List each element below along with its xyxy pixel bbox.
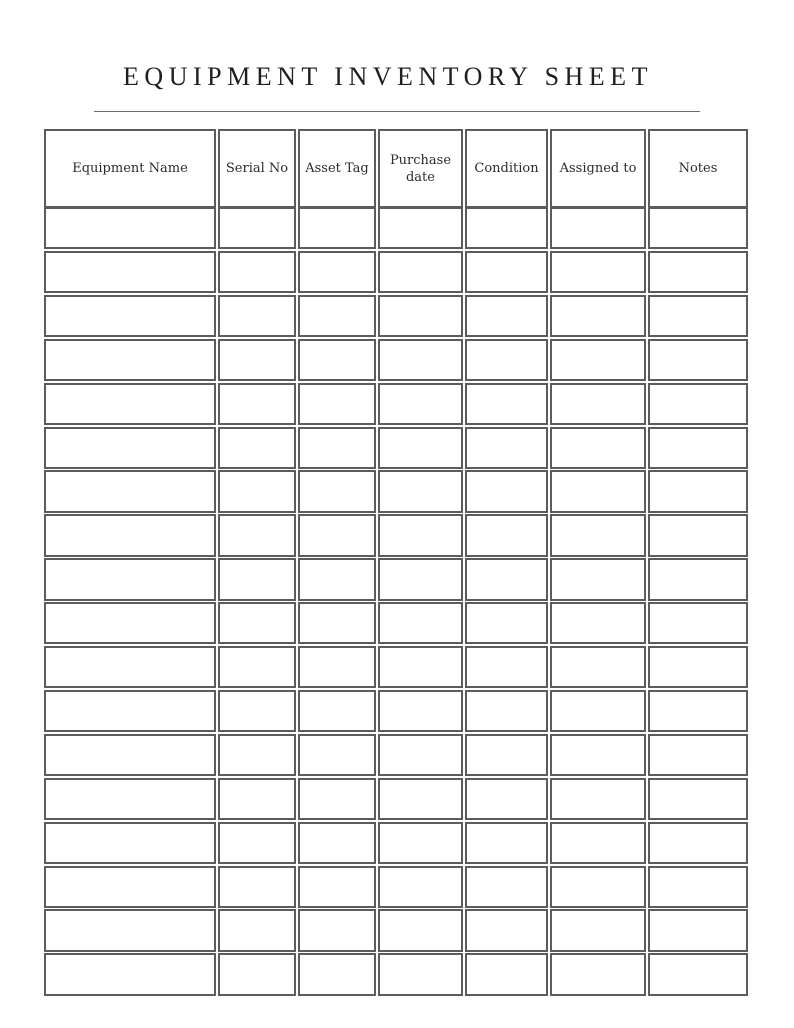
table-cell-equipment-name[interactable] <box>44 207 216 249</box>
table-cell-serial-no[interactable] <box>218 558 296 600</box>
table-cell-equipment-name[interactable] <box>44 470 216 512</box>
table-cell-equipment-name[interactable] <box>44 866 216 908</box>
table-cell-purchase-date[interactable] <box>378 690 463 732</box>
table-cell-notes[interactable] <box>648 734 748 776</box>
table-cell-serial-no[interactable] <box>218 295 296 337</box>
table-cell-notes[interactable] <box>648 866 748 908</box>
table-cell-notes[interactable] <box>648 251 748 293</box>
table-cell-notes[interactable] <box>648 207 748 249</box>
table-cell-notes[interactable] <box>648 778 748 820</box>
table-cell-serial-no[interactable] <box>218 866 296 908</box>
table-cell-asset-tag[interactable] <box>298 383 376 425</box>
table-cell-purchase-date[interactable] <box>378 909 463 951</box>
table-cell-equipment-name[interactable] <box>44 514 216 556</box>
table-cell-equipment-name[interactable] <box>44 295 216 337</box>
table-cell-notes[interactable] <box>648 909 748 951</box>
table-cell-equipment-name[interactable] <box>44 427 216 469</box>
table-cell-notes[interactable] <box>648 383 748 425</box>
table-cell-purchase-date[interactable] <box>378 295 463 337</box>
table-cell-equipment-name[interactable] <box>44 602 216 644</box>
table-cell-assigned-to[interactable] <box>550 207 646 249</box>
table-cell-equipment-name[interactable] <box>44 383 216 425</box>
table-cell-asset-tag[interactable] <box>298 690 376 732</box>
table-cell-equipment-name[interactable] <box>44 778 216 820</box>
table-cell-notes[interactable] <box>648 427 748 469</box>
table-cell-purchase-date[interactable] <box>378 822 463 864</box>
table-cell-assigned-to[interactable] <box>550 646 646 688</box>
table-cell-serial-no[interactable] <box>218 690 296 732</box>
table-cell-serial-no[interactable] <box>218 470 296 512</box>
table-cell-equipment-name[interactable] <box>44 953 216 995</box>
table-cell-equipment-name[interactable] <box>44 734 216 776</box>
table-cell-assigned-to[interactable] <box>550 734 646 776</box>
column-header-condition: Condition <box>465 129 548 208</box>
table-cell-serial-no[interactable] <box>218 427 296 469</box>
table-cell-assigned-to[interactable] <box>550 690 646 732</box>
table-cell-asset-tag[interactable] <box>298 339 376 381</box>
table-cell-notes[interactable] <box>648 602 748 644</box>
table-cell-equipment-name[interactable] <box>44 339 216 381</box>
table-cell-assigned-to[interactable] <box>550 909 646 951</box>
table-cell-asset-tag[interactable] <box>298 734 376 776</box>
table-cell-condition[interactable] <box>465 427 548 469</box>
table-cell-purchase-date[interactable] <box>378 514 463 556</box>
table-cell-condition[interactable] <box>465 822 548 864</box>
table-cell-condition[interactable] <box>465 646 548 688</box>
table-cell-notes[interactable] <box>648 646 748 688</box>
table-cell-asset-tag[interactable] <box>298 514 376 556</box>
table-cell-serial-no[interactable] <box>218 251 296 293</box>
table-cell-serial-no[interactable] <box>218 778 296 820</box>
table-cell-purchase-date[interactable] <box>378 207 463 249</box>
table-cell-condition[interactable] <box>465 207 548 249</box>
table-cell-asset-tag[interactable] <box>298 207 376 249</box>
table-cell-notes[interactable] <box>648 558 748 600</box>
table-cell-condition[interactable] <box>465 251 548 293</box>
table-cell-notes[interactable] <box>648 953 748 995</box>
table-cell-serial-no[interactable] <box>218 602 296 644</box>
table-cell-equipment-name[interactable] <box>44 558 216 600</box>
table-cell-assigned-to[interactable] <box>550 866 646 908</box>
table-cell-condition[interactable] <box>465 383 548 425</box>
table-cell-equipment-name[interactable] <box>44 690 216 732</box>
table-cell-purchase-date[interactable] <box>378 251 463 293</box>
table-cell-notes[interactable] <box>648 822 748 864</box>
table-cell-notes[interactable] <box>648 514 748 556</box>
table-cell-asset-tag[interactable] <box>298 909 376 951</box>
table-cell-serial-no[interactable] <box>218 207 296 249</box>
table-cell-asset-tag[interactable] <box>298 558 376 600</box>
table-cell-notes[interactable] <box>648 470 748 512</box>
table-cell-assigned-to[interactable] <box>550 778 646 820</box>
table-cell-condition[interactable] <box>465 470 548 512</box>
table-cell-condition[interactable] <box>465 295 548 337</box>
table-cell-assigned-to[interactable] <box>550 427 646 469</box>
table-cell-purchase-date[interactable] <box>378 470 463 512</box>
table-cell-purchase-date[interactable] <box>378 339 463 381</box>
table-cell-purchase-date[interactable] <box>378 558 463 600</box>
table-cell-asset-tag[interactable] <box>298 953 376 995</box>
table-cell-purchase-date[interactable] <box>378 778 463 820</box>
title-divider <box>94 111 700 112</box>
table-cell-asset-tag[interactable] <box>298 646 376 688</box>
table-cell-asset-tag[interactable] <box>298 295 376 337</box>
column-header-purchase-date: Purchase date <box>378 129 463 208</box>
table-cell-assigned-to[interactable] <box>550 295 646 337</box>
table-cell-condition[interactable] <box>465 953 548 995</box>
table-cell-asset-tag[interactable] <box>298 602 376 644</box>
table-cell-purchase-date[interactable] <box>378 383 463 425</box>
table-cell-assigned-to[interactable] <box>550 953 646 995</box>
table-cell-condition[interactable] <box>465 339 548 381</box>
table-cell-purchase-date[interactable] <box>378 646 463 688</box>
page-title: EQUIPMENT INVENTORY SHEET <box>123 62 653 91</box>
table-cell-purchase-date[interactable] <box>378 427 463 469</box>
table-cell-serial-no[interactable] <box>218 822 296 864</box>
table-cell-notes[interactable] <box>648 295 748 337</box>
column-header-equipment-name: Equipment Name <box>44 129 216 208</box>
table-cell-asset-tag[interactable] <box>298 470 376 512</box>
table-cell-assigned-to[interactable] <box>550 251 646 293</box>
table-cell-assigned-to[interactable] <box>550 470 646 512</box>
table-cell-asset-tag[interactable] <box>298 251 376 293</box>
table-cell-assigned-to[interactable] <box>550 339 646 381</box>
table-cell-condition[interactable] <box>465 866 548 908</box>
table-cell-purchase-date[interactable] <box>378 866 463 908</box>
table-cell-condition[interactable] <box>465 602 548 644</box>
table-cell-condition[interactable] <box>465 690 548 732</box>
table-cell-equipment-name[interactable] <box>44 251 216 293</box>
table-cell-condition[interactable] <box>465 558 548 600</box>
table-cell-notes[interactable] <box>648 690 748 732</box>
table-cell-equipment-name[interactable] <box>44 822 216 864</box>
table-cell-condition[interactable] <box>465 734 548 776</box>
table-cell-condition[interactable] <box>465 778 548 820</box>
table-cell-purchase-date[interactable] <box>378 953 463 995</box>
table-cell-asset-tag[interactable] <box>298 427 376 469</box>
column-header-notes: Notes <box>648 129 748 208</box>
table-cell-equipment-name[interactable] <box>44 646 216 688</box>
table-cell-condition[interactable] <box>465 514 548 556</box>
column-header-serial-no: Serial No <box>218 129 296 208</box>
table-cell-serial-no[interactable] <box>218 734 296 776</box>
table-cell-serial-no[interactable] <box>218 514 296 556</box>
table-cell-serial-no[interactable] <box>218 383 296 425</box>
table-cell-serial-no[interactable] <box>218 646 296 688</box>
table-cell-assigned-to[interactable] <box>550 383 646 425</box>
table-cell-assigned-to[interactable] <box>550 558 646 600</box>
table-cell-equipment-name[interactable] <box>44 909 216 951</box>
column-header-asset-tag: Asset Tag <box>298 129 376 208</box>
table-cell-assigned-to[interactable] <box>550 514 646 556</box>
table-cell-purchase-date[interactable] <box>378 734 463 776</box>
inventory-table <box>44 129 750 998</box>
table-cell-asset-tag[interactable] <box>298 778 376 820</box>
table-cell-asset-tag[interactable] <box>298 822 376 864</box>
table-cell-asset-tag[interactable] <box>298 866 376 908</box>
table-cell-serial-no[interactable] <box>218 909 296 951</box>
column-header-assigned-to: Assigned to <box>550 129 646 208</box>
table-cell-condition[interactable] <box>465 909 548 951</box>
table-cell-assigned-to[interactable] <box>550 822 646 864</box>
table-cell-serial-no[interactable] <box>218 953 296 995</box>
table-cell-notes[interactable] <box>648 339 748 381</box>
table-cell-purchase-date[interactable] <box>378 602 463 644</box>
table-cell-serial-no[interactable] <box>218 339 296 381</box>
table-cell-assigned-to[interactable] <box>550 602 646 644</box>
